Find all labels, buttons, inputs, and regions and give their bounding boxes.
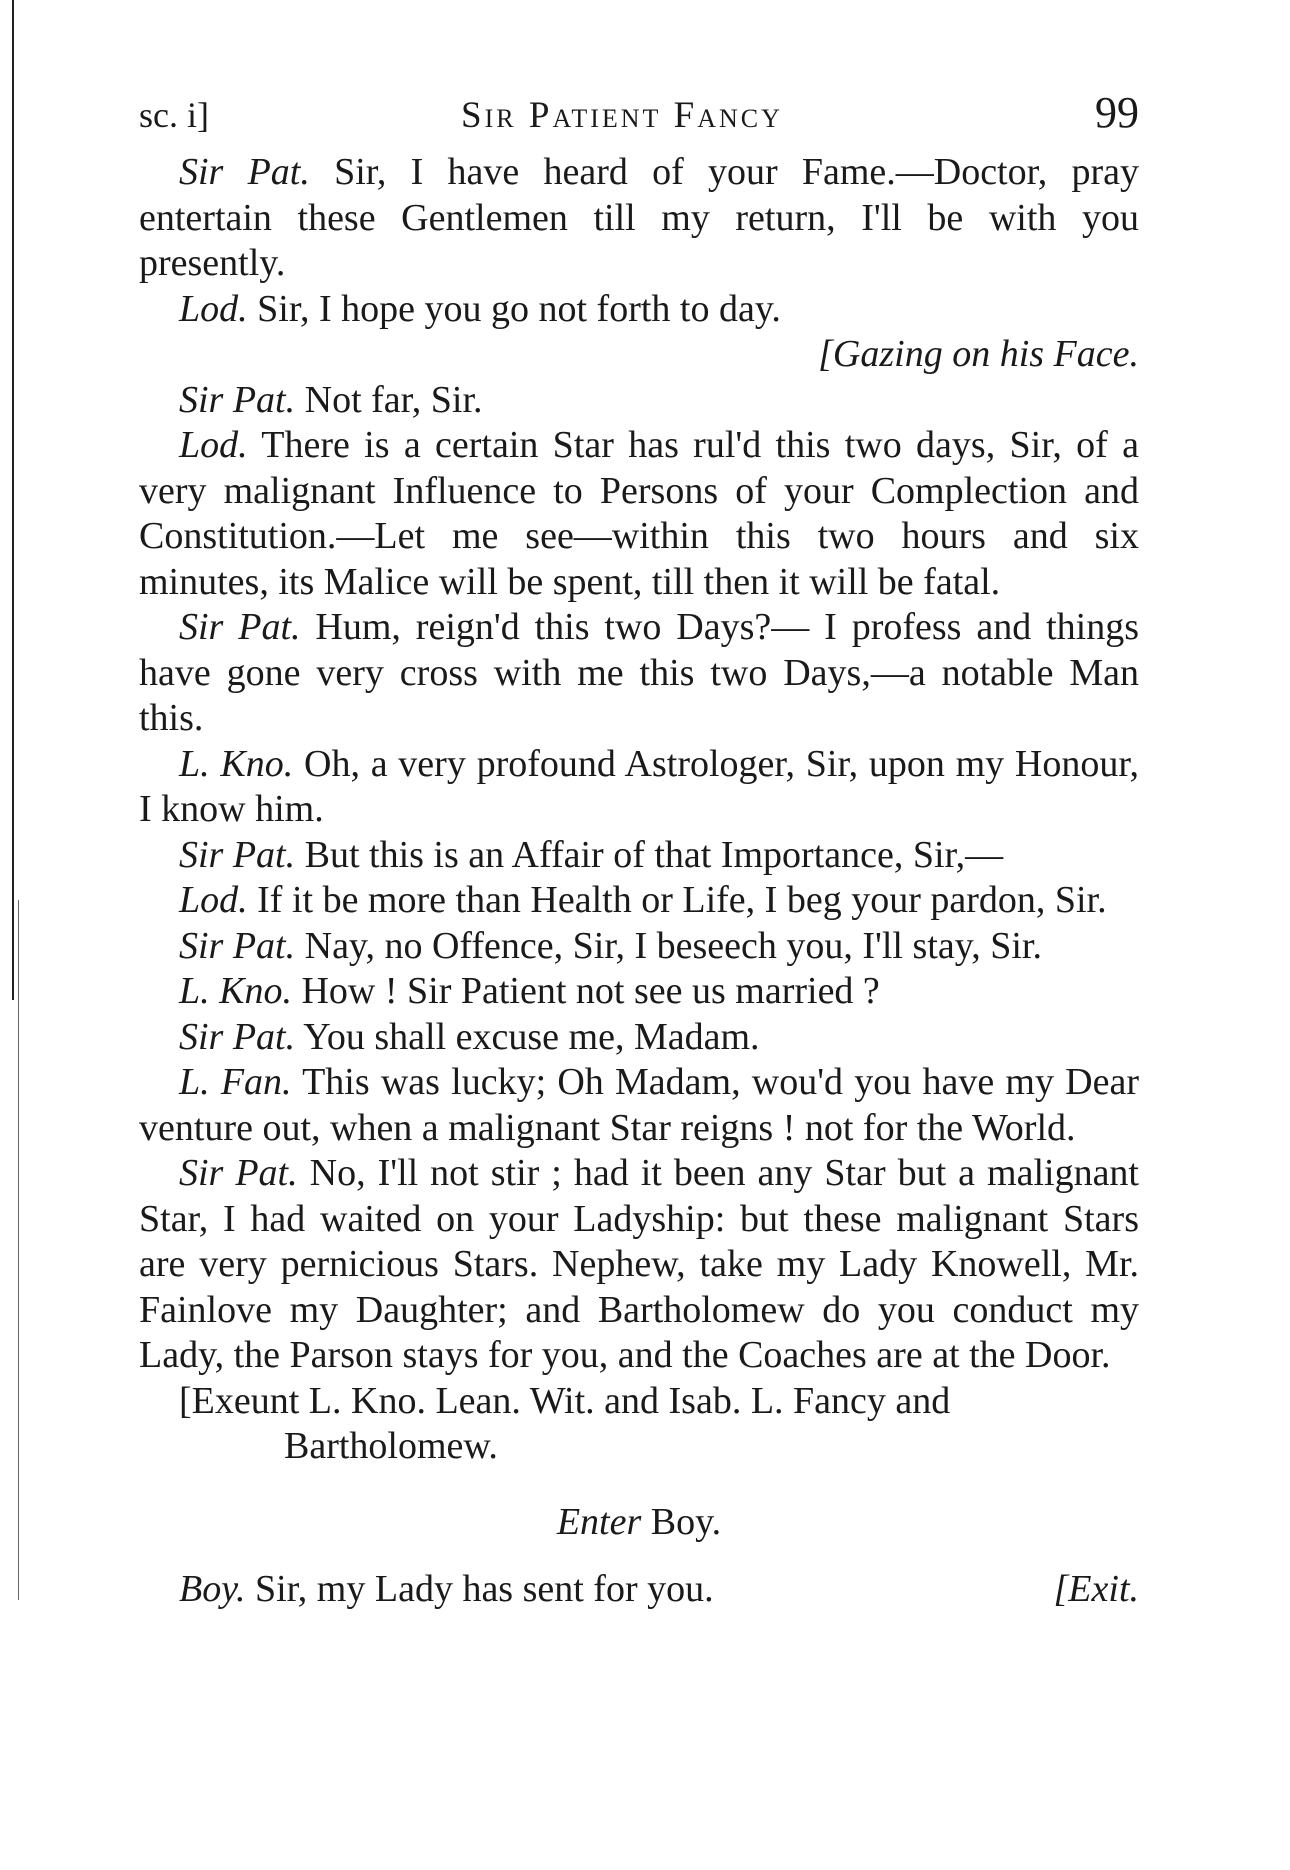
speaker: Sir Pat. [179,606,301,648]
running-header [139,90,1139,150]
speech [139,1151,1139,1379]
exeunt-line-2: Bartholomew. [284,1425,498,1467]
speech [139,969,1139,1015]
speech [139,287,1139,333]
speech [139,150,1139,287]
speech [139,378,1139,424]
speech-text: You shall excuse me, Madam. [303,1015,760,1058]
speaker: Sir Pat. [179,833,296,876]
page-edge-line [12,0,14,1000]
speech-text: Sir, I hope you go not forth to day. [257,287,781,330]
speech-text: But this is an Affair of that Importance, Sir,— [304,833,1004,876]
page-edge-line-lower [18,900,19,1600]
speaker: Sir Pat. [179,151,310,193]
speaker: Boy. [179,1568,246,1610]
speech-text: Sir, my Lady has sent for you. [254,1568,714,1610]
speech [139,423,1139,605]
speaker: Sir Pat. [179,924,296,967]
speech-text: There is a certain Star has rul'd this two days, Sir, of a very malignant Influence to Persons of your Complection and Constitution.—Let me see—within this two hours and six minutes, its Malice will be spent, till then it will be fatal. [139,424,1139,603]
running-title: Sir Patient Fancy [461,95,783,136]
enter-label: Enter [556,1500,642,1543]
dialogue [139,150,1139,1379]
scene-marker: sc. i] [139,95,209,135]
speaker: L. Kno. [179,970,292,1012]
speaker: Lod. [179,879,248,921]
speech [139,924,1139,970]
exit-direction: [Exit. [1053,1568,1139,1610]
stage-direction-exeunt [179,1379,1139,1470]
speaker: Lod. [179,287,248,330]
speaker: Sir Pat. [179,1015,296,1058]
enter-who: Boy. [650,1500,722,1543]
speech-text: Not far, Sir. [304,378,483,421]
speech [139,742,1139,833]
speaker: Sir Pat. [179,1152,298,1194]
speech [139,833,1139,879]
exeunt-line-1: [Exeunt L. Kno. Lean. Wit. and Isab. L. Fancy and [179,1379,951,1422]
speech-text: This was lucky; Oh Madam, wou'd you have my Dear venture out, when a malignant Star reigns ! not for the World. [139,1061,1139,1149]
final-line [139,1567,1139,1613]
speaker: L. Fan. [179,1061,292,1103]
speaker: Sir Pat. [179,378,296,421]
speech-text: How ! Sir Patient not see us married ? [301,970,880,1012]
speech-text: No, I'll not stir ; had it been any Star but a malignant Star, I had waited on your Ladyship: but these malignant Stars are very pernicious Stars. Nephew, take my Lady Knowell, Mr. Fainlove my Daughter; and Bartholomew do you conduct my Lady, the Parson stays for you, and the Coaches are at the Door. [139,1152,1139,1376]
stage-direction: [Gazing on his Face. [818,333,1139,375]
page-number: 99 [1095,88,1139,137]
book-page [139,90,1139,1613]
speech [139,605,1139,742]
speech [139,1060,1139,1151]
speech-text: If it be more than Health or Life, I beg your pardon, Sir. [257,879,1107,921]
speech [139,878,1139,924]
speech [139,1015,1139,1061]
speech-text: Hum, reign'd this two Days?— I profess and things have gone very cross with me this two Days,—a notable Man this. [139,606,1139,739]
stage-direction-enter [139,1500,1139,1546]
speaker: L. Kno. [179,742,294,785]
final-speech [139,1567,714,1613]
speech-text: Oh, a very profound Astrologer, Sir, upon my Honour, I know him. [139,742,1140,830]
speaker: Lod. [179,424,248,466]
speech-text: Nay, no Offence, Sir, I beseech you, I'll stay, Sir. [304,924,1042,967]
speech-text: Sir, I have heard of your Fame.—Doctor, pray entertain these Gentlemen till my return, I'll be with you presently. [139,151,1139,284]
